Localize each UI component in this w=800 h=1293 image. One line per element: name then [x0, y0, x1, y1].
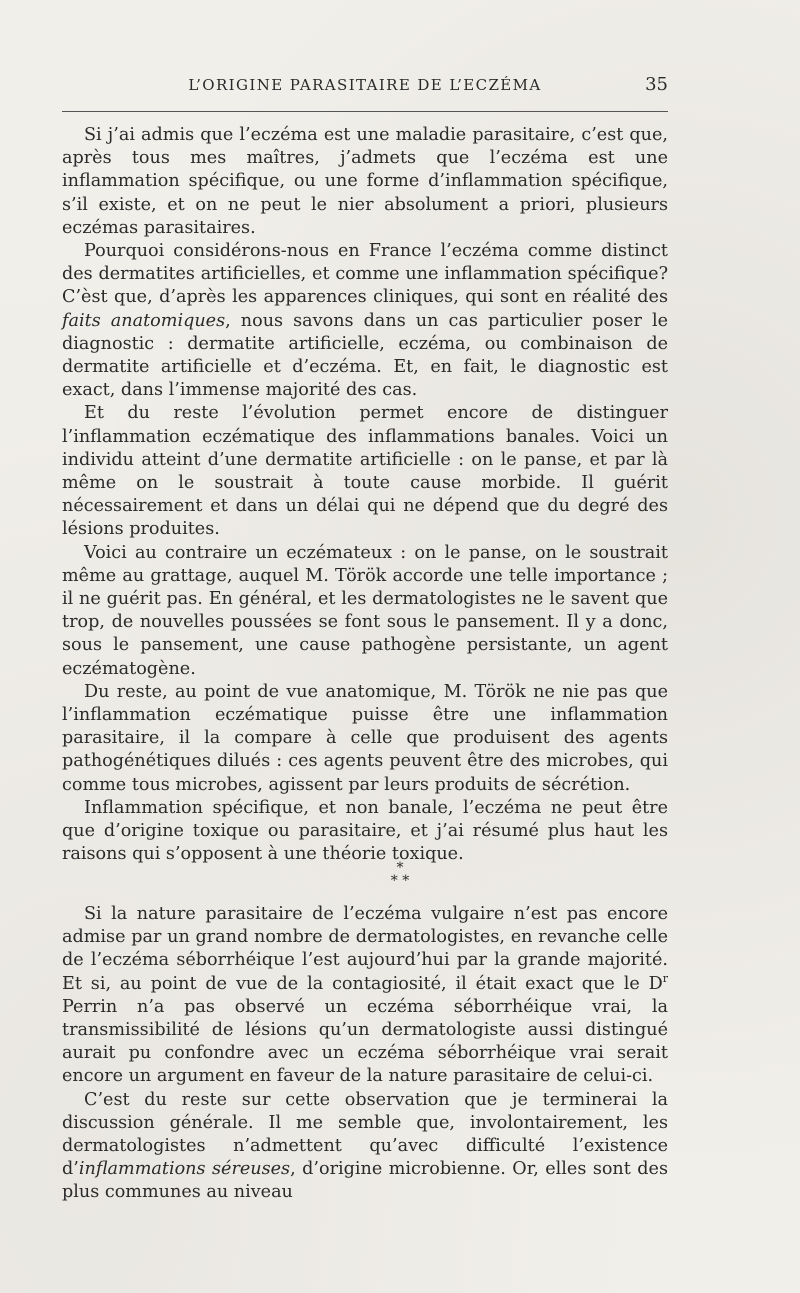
- page-number: 35: [645, 74, 668, 95]
- paragraph: [62, 903, 668, 1089]
- paragraph-text: Si la nature parasitaire de l’eczéma vulgaire n’est pas encore admise par un grand nombre de dermatologistes, en revanche celle de l’eczéma séborrhéique l’est aujourd’hui par la grande majorité. Et si, au point de vue de la contagiosité, il était exact que le D: [62, 904, 668, 994]
- paragraph-text: C’est du reste sur cette observation que je terminerai la discussion générale. Il me semble que, involontairement, les dermatologistes n’admettent qu’avec difficulté l’existence d’: [62, 1089, 668, 1180]
- paragraph: Inflammation spécifique, et non banale, l’eczéma ne peut être que d’origine toxique ou parasitaire, et j’ai résumé plus haut les raisons qui s’opposent à une théorie toxique.: [62, 797, 668, 865]
- paragraph: Voici au contraire un eczémateux : on le panse, on le soustrait même au grattage, auquel M. Török accorde une telle importance ; il ne guérit pas. En général, et les dermatologistes ne le savent que trop, de nouvelles poussées se font sous le pansement. Il y a donc, sous le pansement, une cause pathogène persistante, un agent eczématogène.: [62, 542, 668, 679]
- running-title: L’ORIGINE PARASITAIRE DE L’ECZÉMA: [188, 76, 542, 94]
- main-text-continued: [62, 903, 668, 1205]
- header-rule: [62, 111, 668, 112]
- superscript: r: [662, 971, 668, 985]
- paragraph-text: Pourquoi considérons-nous en France l’eczéma comme distinct des dermatites artificielles, et comme une inflammation spécifique? C’èst que, d’après les apparences cliniques, qui sont en réalité des: [62, 241, 668, 308]
- section-separator: [0, 862, 800, 888]
- paragraph: Si j’ai admis que l’eczéma est une maladie parasitaire, c’est que, après tous mes maîtres, j’admets que l’eczéma est une inflammation spécifique, ou une forme d’inflammation spécifique, s’il existe, et on ne peut le nier absolument a priori, plusieurs eczémas parasitaires.: [62, 125, 668, 238]
- paragraph: Et du reste l’évolution permet encore de distinguer l’inflammation eczématique des inflammations banales. Voici un individu atteint d’une dermatite artificielle : on le panse, et par là même on le soustrait à toute cause morbide. Il guérit nécessairement et dans un délai qui ne dépend que du degré des lésions produites.: [62, 403, 668, 540]
- italic-phrase: inflammations séreuses: [78, 1159, 291, 1180]
- paragraph: [62, 1089, 668, 1205]
- asterisk-top: *: [396, 860, 404, 876]
- paragraph-text: Perrin n’a pas observé un eczéma séborrhéique vrai, la transmissibilité de lésions qu’un dermatologiste aussi distingué aurait pu confondre avec un eczéma séborrhéique vrai serait encore un argument en faveur de la nature parasitaire de celui-ci.: [62, 996, 668, 1087]
- paragraph-text: , nous savons dans un cas particulier poser le diagnostic : dermatite artificielle, eczéma, ou combinaison de dermatite artificielle et d’eczéma. Et, en fait, le diagnostic est exact, dans l’immense majorité des cas.: [62, 310, 668, 401]
- paragraph: Du reste, au point de vue anatomique, M. Török ne nie pas que l’inflammation eczématique puisse être une inflammation parasitaire, il la compare à celle que produisent des agents pathogénétiques dilués : ces agents peuvent être des microbes, qui comme tous microbes, agissent par leurs produits de sécrétion.: [62, 681, 668, 795]
- italic-phrase: faits anatomiques: [62, 310, 226, 331]
- main-text: [62, 124, 668, 867]
- page-header: [62, 74, 668, 104]
- paragraph: [62, 240, 668, 402]
- asterisk-bottom: * *: [390, 873, 410, 889]
- paragraph-text: , d’origine microbienne. Or, elles sont des plus communes au niveau: [62, 1159, 668, 1203]
